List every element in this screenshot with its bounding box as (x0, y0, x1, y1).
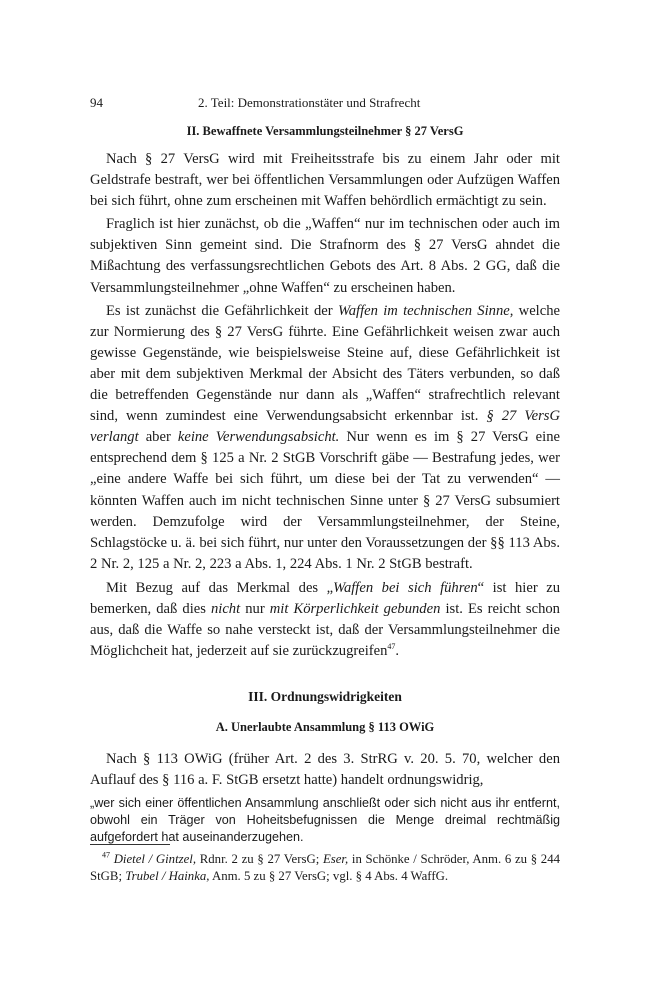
paragraph: Es ist zunächst die Gefährlichkeit der Waffen im technischen Sinne, welche zur Normierung des § 27 VersG führte. Eine Gefährlichkeit weisen zwar auch gewisse Gegenstände, wie beispielsweise Steine auf, diese Gefährlichkeit ist aber mit dem subjektiven Merkmal der Absicht des Täters verbunden, so daß die betreffenden Gegenstände nur dann als „Waffen“ strafrechtlich relevant sind, wenn zumindest eine Verwendungsabsicht erkennbar ist. § 27 VersG verlangt aber keine Verwendungsabsicht. Nur wenn es im § 27 VersG eine entsprechend dem § 125 a Nr. 2 StGB Vorschrift gäbe — Bestrafung jedes, wer „eine andere Waffe bei sich führt, um diese bei der Tat zu verwenden“ — könnten Waffen auch im nicht technischen Sinne unter § 27 VersG subsumiert werden. Demzufolge wird der Versammlungsteilnehmer, der Steine, Schlagstöcke u. ä. bei sich führt, nur unter den Voraussetzungen der §§ 113 Abs. 2 Nr. 2, 125 a Nr. 2, 223 a Abs. 1, 224 Abs. 1 Nr. 2 StGB bestraft. (90, 302, 560, 572)
footnote-divider (90, 844, 170, 845)
paragraph: Fraglich ist hier zunächst, ob die „Waffen“ nur im technischen oder auch im subjektiven Sinn gemeint sind. Die Strafnorm des § 27 VersG ahndet die Mißachtung des verfassungsrechtlichen Gebots des Art. 8 Abs. 2 GG, daß die Versammlungsteilnehmer „ohne Waffen“ zu erscheinen haben. (90, 216, 560, 296)
page-number: 94 (90, 95, 103, 110)
statute-quote: „wer sich einer öffentlichen Ansammlung anschließt oder sich nicht aus ihr entfernt, obwohl ein Träger von Hoheitsbefugnissen die Menge dreimal rechtmäßig aufgefordert hat auseinanderzugehen. (90, 796, 560, 844)
footnote: $^{47}$ Dietel / Gintzel, Rdnr. 2 zu § 27 VersG; Eser, in Schönke / Schröder, Anm. 6 zu § 244 StGB; Trubel / Hainka, Anm. 5 zu § 27 VersG; vgl. § 4 Abs. 4 WaffG. (90, 850, 561, 883)
footnote-reference: 47 (387, 642, 396, 652)
paragraph: Mit Bezug auf das Merkmal des „Waffen bei sich führen“ ist hier zu bemerken, daß dies nicht nur mit Körperlichkeit gebunden ist. Es reicht schon aus, daß die Waffe so nahe versteckt ist, daß der Versammlungsteilnehmer die Möglichcheit hat, jederzeit auf sie zurückzugreifen$^{47}$. (90, 579, 560, 660)
section-iii-body (90, 749, 560, 791)
footnote-number: 47 (102, 850, 110, 860)
section-heading-h: II. Bewaffnete Versammlungsteilnehmer § 27 VersG (186, 124, 464, 138)
paragraph: Nach § 27 VersG wird mit Freiheitsstrafe bis zu einem Jahr oder mit Geldstrafe bestraft, wer bei öffentlichen Versammlungen oder Aufzügen Waffen bei sich führt, ohne zum erscheinen mit Waffen behördlich ermächtigt zu sein. (90, 151, 560, 210)
paragraph: Nach § 113 OWiG (früher Art. 2 des 3. StrRG v. 20. 5. 70, welcher den Auflauf des § 116 a. F. StGB ersetzt hatte) handelt ordnungswidrig, (90, 751, 560, 789)
running-title: 2. Teil: Demonstrationstäter und Strafrecht (198, 95, 421, 110)
subsection-heading-a: A. Unerlaubte Ansammlung § 113 OWiG (215, 720, 435, 734)
section-heading-iii: III. Ordnungswidrigkeiten (248, 689, 402, 704)
section-h-body (90, 149, 560, 662)
